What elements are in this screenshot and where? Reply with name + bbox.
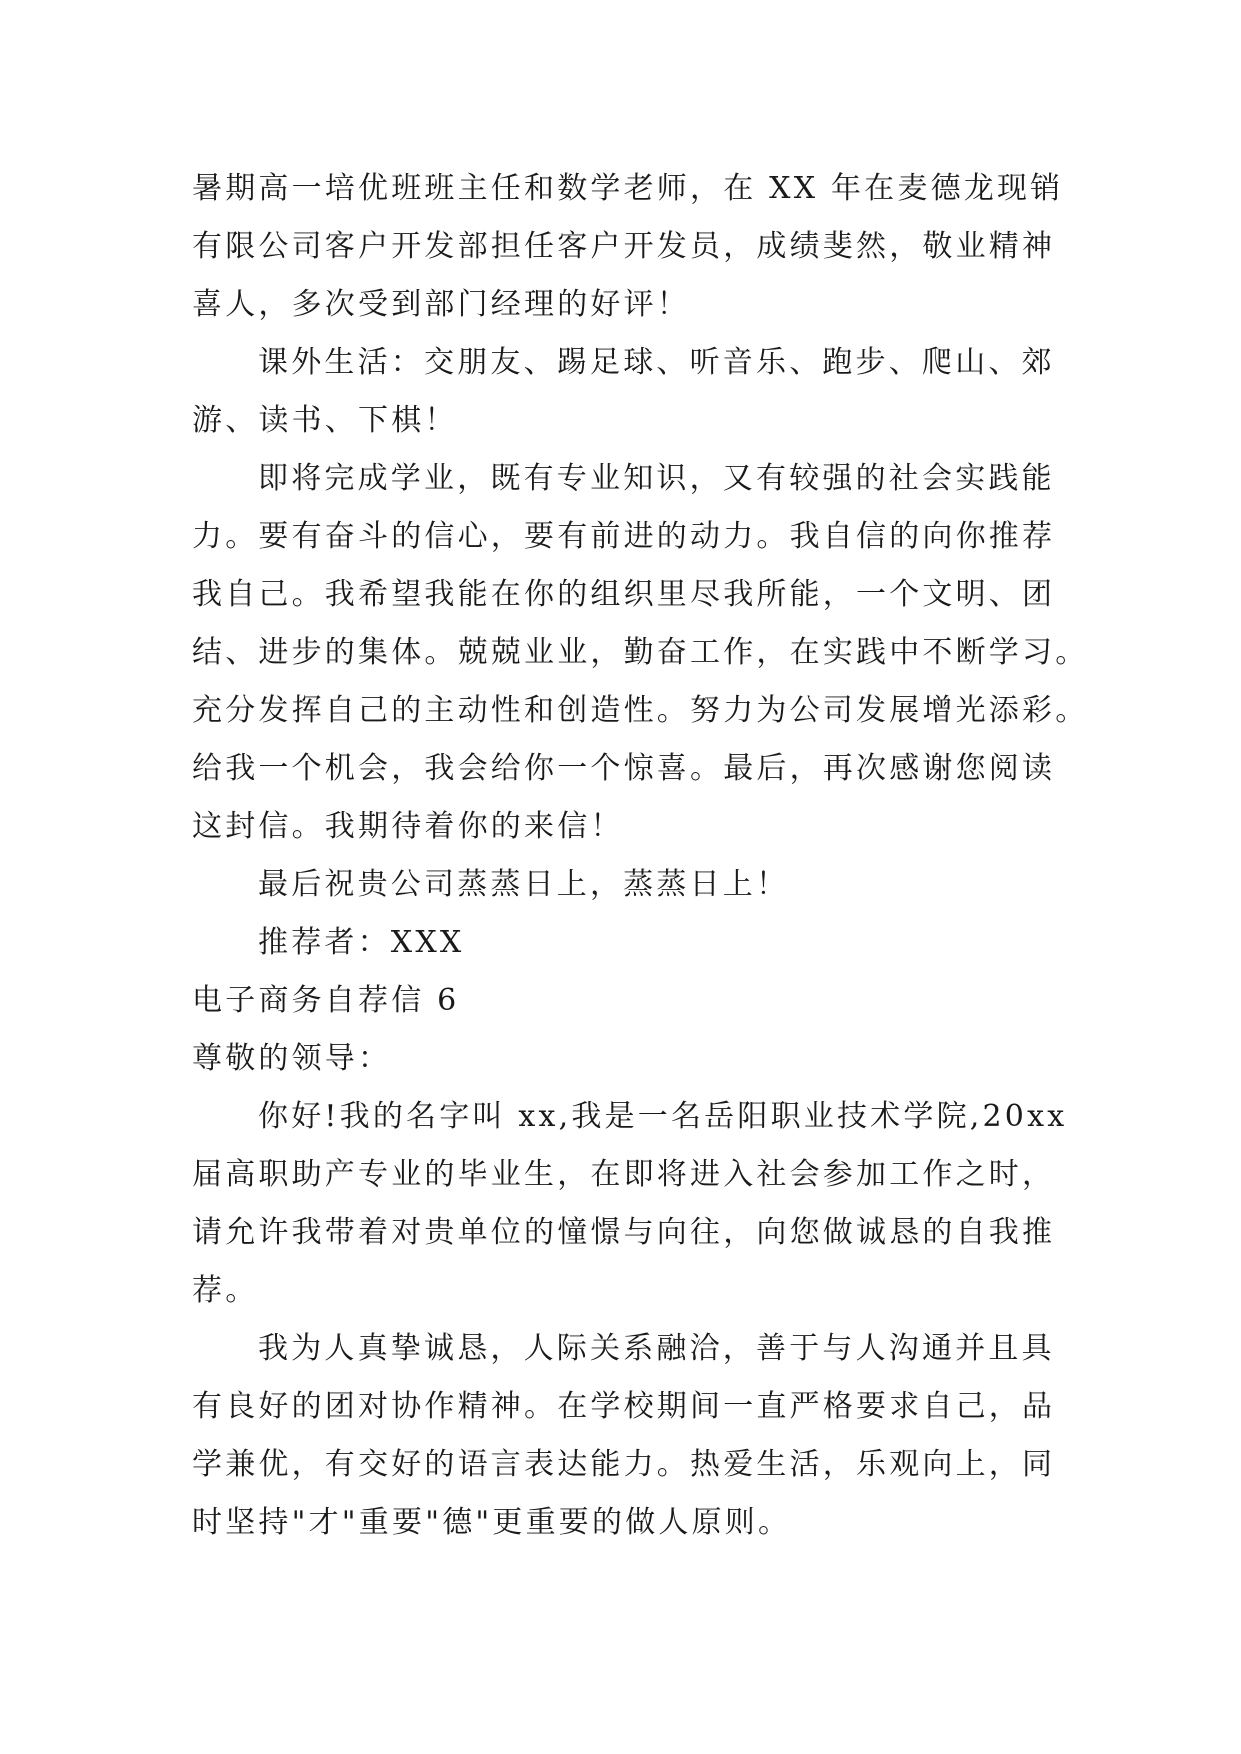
text-line: 你好!我的名字叫 xx,我是一名岳阳职业技术学院,20xx	[258, 1099, 1068, 1134]
closing-wish	[192, 856, 1052, 914]
text-line: 尊敬的领导：	[192, 1041, 392, 1076]
text-line: 即将完成学业，既有专业知识，又有较强的社会实践能	[258, 461, 1055, 496]
text-line: 最后祝贵公司蒸蒸日上，蒸蒸日上！	[258, 867, 790, 902]
text-line: 游、读书、下棋！	[192, 403, 458, 438]
paragraph-work-experience	[192, 160, 1064, 334]
text-line: 有良好的团对协作精神。在学校期间一直严格要求自己，品	[192, 1389, 1056, 1424]
text-line: 喜人，多次受到部门经理的好评！	[192, 287, 690, 322]
text-line: 课外生活：交朋友、踢足球、听音乐、跑步、爬山、郊	[258, 345, 1055, 380]
text-line: 结、进步的集体。兢兢业业，勤奋工作，在实践中不断学习。	[192, 635, 1089, 670]
salutation	[192, 1030, 1052, 1088]
text-line: 时坚持"才"重要"德"更重要的做人原则。	[192, 1505, 792, 1540]
text-line: 荐。	[192, 1273, 259, 1308]
paragraph-introduction	[192, 1088, 1068, 1320]
section-title	[192, 972, 1052, 1030]
text-line: 充分发挥自己的主动性和创造性。努力为公司发展增光添彩。	[192, 693, 1089, 728]
text-line: 推荐者：XXX	[258, 925, 465, 960]
text-line: 暑期高一培优班班主任和数学老师，在 XX 年在麦德龙现销	[192, 171, 1064, 206]
text-line: 有限公司客户开发部担任客户开发员，成绩斐然，敬业精神	[192, 229, 1056, 264]
paragraph-hobbies	[192, 334, 1055, 450]
text-line: 届高职助产专业的毕业生，在即将进入社会参加工作之时，	[192, 1157, 1056, 1192]
signature	[192, 914, 1052, 972]
paragraph-self-recommendation	[192, 450, 1089, 856]
text-line: 力。要有奋斗的信心，要有前进的动力。我自信的向你推荐	[192, 519, 1056, 554]
text-line: 给我一个机会，我会给你一个惊喜。最后，再次感谢您阅读	[192, 751, 1056, 786]
paragraph-personality	[192, 1320, 1056, 1552]
document-body	[192, 160, 1089, 1552]
text-line: 请允许我带着对贵单位的憧憬与向往，向您做诚恳的自我推	[192, 1215, 1056, 1250]
text-line: 我自己。我希望我能在你的组织里尽我所能，一个文明、团	[192, 577, 1056, 612]
text-line: 电子商务自荐信 6	[192, 983, 460, 1018]
text-line: 学兼优，有交好的语言表达能力。热爱生活，乐观向上，同	[192, 1447, 1056, 1482]
text-line: 这封信。我期待着你的来信！	[192, 809, 624, 844]
text-line: 我为人真挚诚恳，人际关系融洽，善于与人沟通并且具	[258, 1331, 1055, 1366]
